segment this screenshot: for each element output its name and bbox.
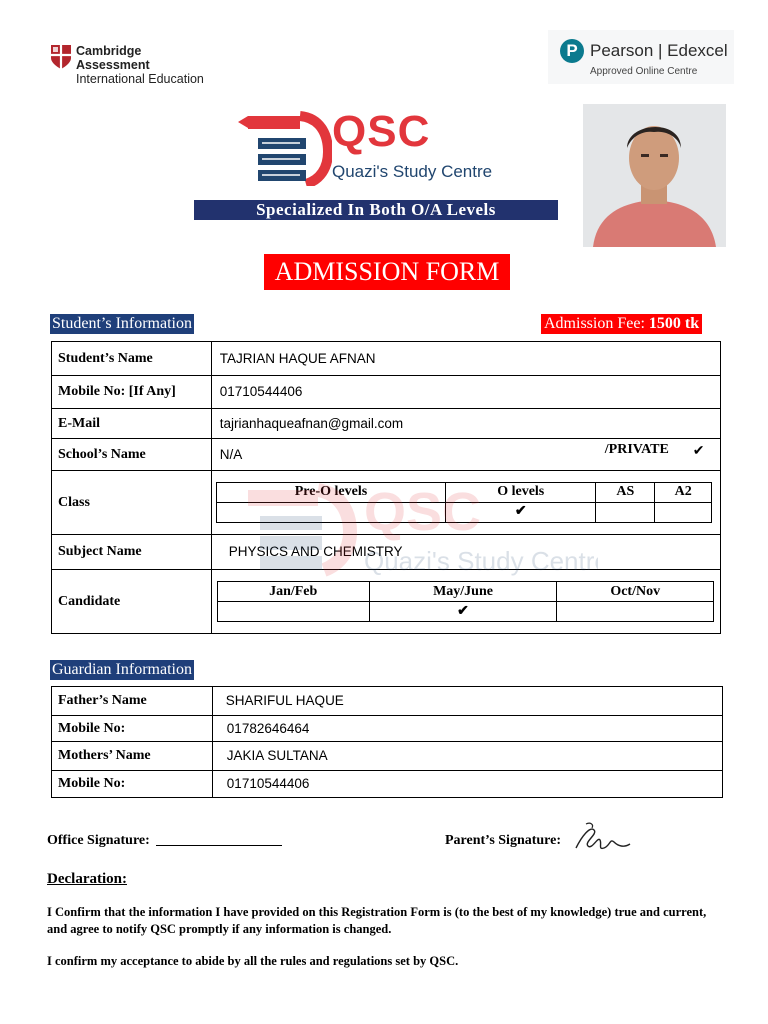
class-mark-a2[interactable] bbox=[655, 502, 712, 522]
private-label: /PRIVATE bbox=[604, 442, 669, 457]
mobile-row bbox=[52, 376, 721, 409]
pearson-brand: Pearson | Edexcel bbox=[590, 41, 728, 60]
email-field[interactable]: tajrianhaqueafnan@gmail.com bbox=[211, 409, 720, 439]
father-name-field[interactable]: SHARIFUL HAQUE bbox=[212, 687, 722, 716]
qsc-wordmark: QSC bbox=[332, 107, 431, 156]
qsc-name: Quazi's Study Centre bbox=[332, 162, 493, 181]
father-name-label: Father’s Name bbox=[52, 687, 213, 716]
candidate-option-may-june[interactable]: May/June bbox=[369, 582, 557, 602]
pearson-logo bbox=[548, 30, 734, 84]
guardian-info-table bbox=[51, 686, 723, 798]
declaration-text-1: I Confirm that the information I have provided on this Registration Form is (to the best of my knowledge) true and current, and agree to notify QSC promptly if any information is changed. bbox=[47, 905, 707, 936]
class-options-cell bbox=[211, 471, 720, 535]
candidate-options-cell bbox=[211, 570, 720, 634]
mother-name-row bbox=[52, 742, 723, 771]
student-name-row bbox=[52, 342, 721, 376]
candidate-mark-may-june[interactable]: ✔ bbox=[369, 602, 557, 622]
class-options-table bbox=[216, 482, 712, 523]
declaration-text-2: I confirm my acceptance to abide by all the rules and regulations set by QSC. bbox=[47, 954, 459, 968]
student-portrait-image bbox=[583, 104, 726, 247]
class-option-pre-o[interactable]: Pre-O levels bbox=[216, 482, 445, 502]
school-row bbox=[52, 439, 721, 471]
school-field[interactable] bbox=[211, 439, 720, 471]
office-signature-line[interactable] bbox=[156, 845, 282, 846]
father-mobile-field[interactable]: 01782646464 bbox=[212, 716, 722, 742]
svg-text:Quazi's Study Centre: Quazi's Study Centre bbox=[364, 546, 598, 576]
class-mark-as[interactable] bbox=[596, 502, 655, 522]
pearson-p-icon: P bbox=[560, 39, 584, 63]
mother-name-field[interactable]: JAKIA SULTANA bbox=[212, 742, 722, 771]
class-option-o-levels[interactable]: O levels bbox=[446, 482, 596, 502]
cambridge-subtitle: International Education bbox=[76, 72, 204, 86]
class-option-a2[interactable]: A2 bbox=[655, 482, 712, 502]
candidate-row bbox=[52, 570, 721, 634]
candidate-option-oct-nov[interactable]: Oct/Nov bbox=[557, 582, 714, 602]
student-name-label: Student’s Name bbox=[52, 342, 212, 376]
student-section-label: Student’s Information bbox=[52, 315, 192, 332]
father-name-row bbox=[52, 687, 723, 716]
qsc-books-icon bbox=[236, 104, 332, 186]
mother-name-label: Mothers’ Name bbox=[52, 742, 213, 771]
page-title: ADMISSION FORM bbox=[264, 254, 510, 290]
candidate-mark-jan-feb[interactable] bbox=[217, 602, 369, 622]
mobile-field[interactable]: 01710544406 bbox=[211, 376, 720, 409]
email-label: E-Mail bbox=[52, 409, 212, 439]
cambridge-shield-icon bbox=[50, 44, 72, 70]
parent-signature-image bbox=[570, 818, 634, 858]
guardian-section-label: Guardian Information bbox=[52, 661, 192, 678]
student-name-field[interactable]: TAJRIAN HAQUE AFNAN bbox=[211, 342, 720, 376]
parent-signature-label: Parent’s Signature: bbox=[445, 833, 562, 848]
qsc-logo bbox=[236, 104, 536, 190]
student-photo bbox=[583, 104, 726, 247]
mobile-label: Mobile No: [If Any] bbox=[52, 376, 212, 409]
student-info-table bbox=[51, 341, 721, 634]
admission-fee-badge bbox=[541, 314, 702, 334]
class-label: Class bbox=[52, 471, 212, 535]
svg-text:QSC: QSC bbox=[364, 482, 482, 542]
school-value: N/A bbox=[219, 446, 243, 462]
candidate-mark-oct-nov[interactable] bbox=[557, 602, 714, 622]
mother-mobile-field[interactable]: 01710544406 bbox=[212, 771, 722, 798]
subject-label: Subject Name bbox=[52, 535, 212, 570]
candidate-label: Candidate bbox=[52, 570, 212, 634]
cambridge-title: Cambridge Assessment bbox=[76, 44, 150, 72]
pearson-subtitle: Approved Online Centre bbox=[590, 66, 698, 77]
cambridge-logo bbox=[50, 44, 210, 86]
office-signature-label: Office Signature: bbox=[47, 833, 150, 848]
email-row bbox=[52, 409, 721, 439]
subject-field[interactable]: PHYSICS AND CHEMISTRY bbox=[211, 535, 720, 570]
father-mobile-row bbox=[52, 716, 723, 742]
school-label: School’s Name bbox=[52, 439, 212, 471]
admission-fee-label: Admission Fee: bbox=[544, 315, 649, 332]
tagline-banner: Specialized In Both O/A Levels bbox=[194, 200, 558, 220]
mother-mobile-row bbox=[52, 771, 723, 798]
candidate-option-jan-feb[interactable]: Jan/Feb bbox=[217, 582, 369, 602]
class-option-as[interactable]: AS bbox=[596, 482, 655, 502]
class-row bbox=[52, 471, 721, 535]
candidate-options-table bbox=[217, 581, 714, 622]
admission-fee-value: 1500 tk bbox=[648, 315, 700, 332]
father-mobile-label: Mobile No: bbox=[52, 716, 213, 742]
private-checkmark: ✔ bbox=[692, 442, 705, 458]
class-mark-o-levels[interactable]: ✔ bbox=[446, 502, 596, 522]
declaration-title: Declaration: bbox=[47, 871, 127, 887]
class-mark-pre-o[interactable] bbox=[216, 502, 445, 522]
mother-mobile-label: Mobile No: bbox=[52, 771, 213, 798]
subject-row bbox=[52, 535, 721, 570]
